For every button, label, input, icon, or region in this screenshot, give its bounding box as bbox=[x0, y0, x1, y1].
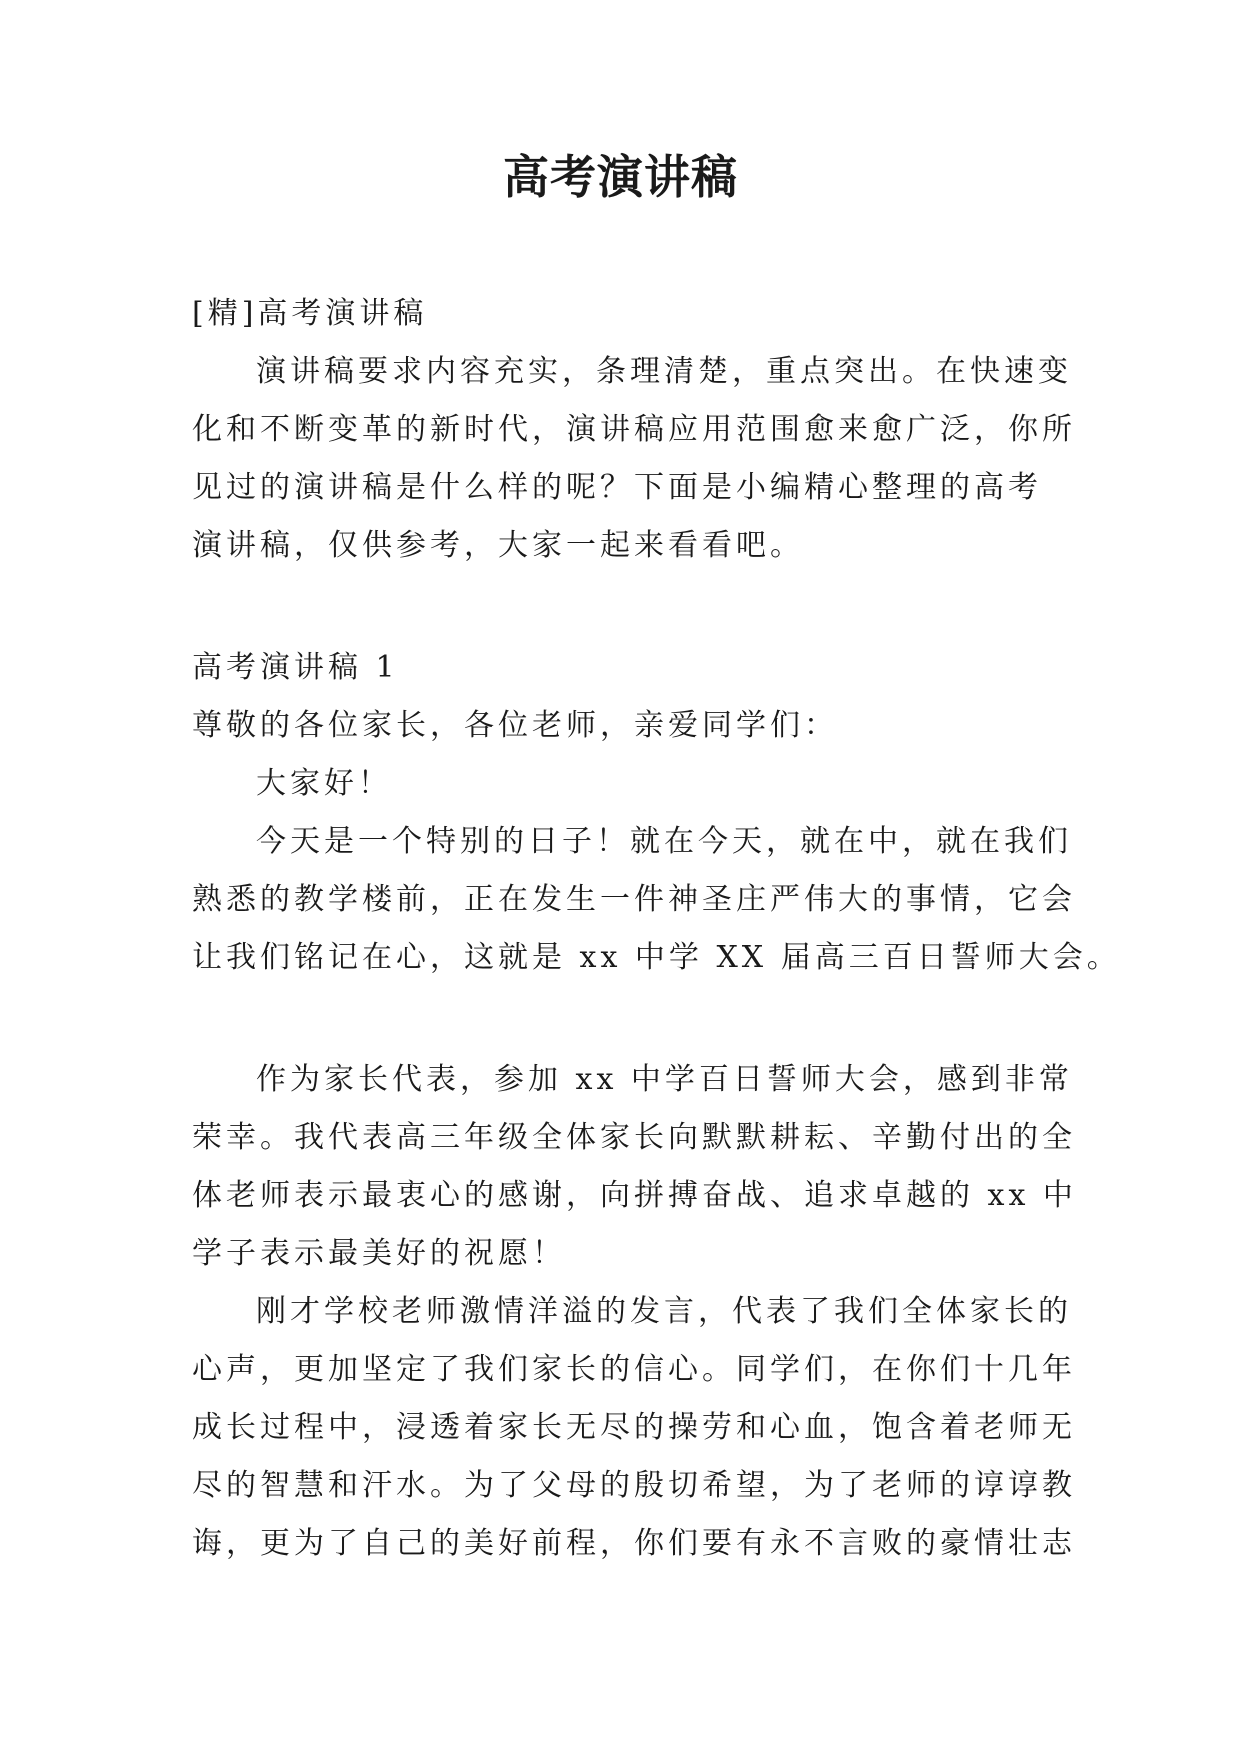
paragraph-line: 学子表示最美好的祝愿！ bbox=[192, 1236, 566, 1271]
section-heading: 高考演讲稿 1 bbox=[192, 650, 399, 685]
paragraph-line: 熟悉的教学楼前，正在发生一件神圣庄严伟大的事情，它会 bbox=[192, 882, 1076, 917]
paragraph-line: 体老师表示最衷心的感谢，向拼搏奋战、追求卓越的 xx 中 bbox=[192, 1178, 1077, 1213]
greeting-line: 大家好！ bbox=[256, 766, 392, 801]
paragraph-line: 尽的智慧和汗水。为了父母的殷切希望，为了老师的谆谆教 bbox=[192, 1468, 1076, 1503]
paragraph-line: 让我们铭记在心，这就是 xx 中学 XX 届高三百日誓师大会。 bbox=[192, 940, 1121, 975]
paragraph-line: 成长过程中，浸透着家长无尽的操劳和心血，饱含着老师无 bbox=[192, 1410, 1076, 1445]
paragraph-gap bbox=[192, 575, 1072, 639]
subtitle-line: [精]高考演讲稿 bbox=[192, 296, 428, 331]
intro-line: 见过的演讲稿是什么样的呢？下面是小编精心整理的高考 bbox=[192, 470, 1042, 505]
paragraph-line: 刚才学校老师激情洋溢的发言，代表了我们全体家长的 bbox=[256, 1294, 1072, 1329]
intro-line: 化和不断变革的新时代，演讲稿应用范围愈来愈广泛，你所 bbox=[192, 412, 1076, 447]
intro-line: 演讲稿，仅供参考，大家一起来看看吧。 bbox=[192, 528, 804, 563]
paragraph-line: 作为家长代表，参加 xx 中学百日誓师大会，感到非常 bbox=[256, 1062, 1073, 1097]
paragraph-line: 今天是一个特别的日子！就在今天，就在中，就在我们 bbox=[256, 824, 1072, 859]
paragraph-line: 荣幸。我代表高三年级全体家长向默默耕耘、辛勤付出的全 bbox=[192, 1120, 1076, 1155]
document-title: 高考演讲稿 bbox=[503, 150, 738, 204]
salutation-line: 尊敬的各位家长，各位老师，亲爱同学们： bbox=[192, 708, 838, 743]
paragraph-line: 心声，更加坚定了我们家长的信心。同学们，在你们十几年 bbox=[192, 1352, 1076, 1387]
document-body bbox=[192, 285, 1121, 1573]
paragraph-gap bbox=[192, 987, 1072, 1051]
paragraph-line: 诲，更为了自己的美好前程，你们要有永不言败的豪情壮志 bbox=[192, 1526, 1076, 1561]
intro-line: 演讲稿要求内容充实，条理清楚，重点突出。在快速变 bbox=[256, 354, 1072, 389]
